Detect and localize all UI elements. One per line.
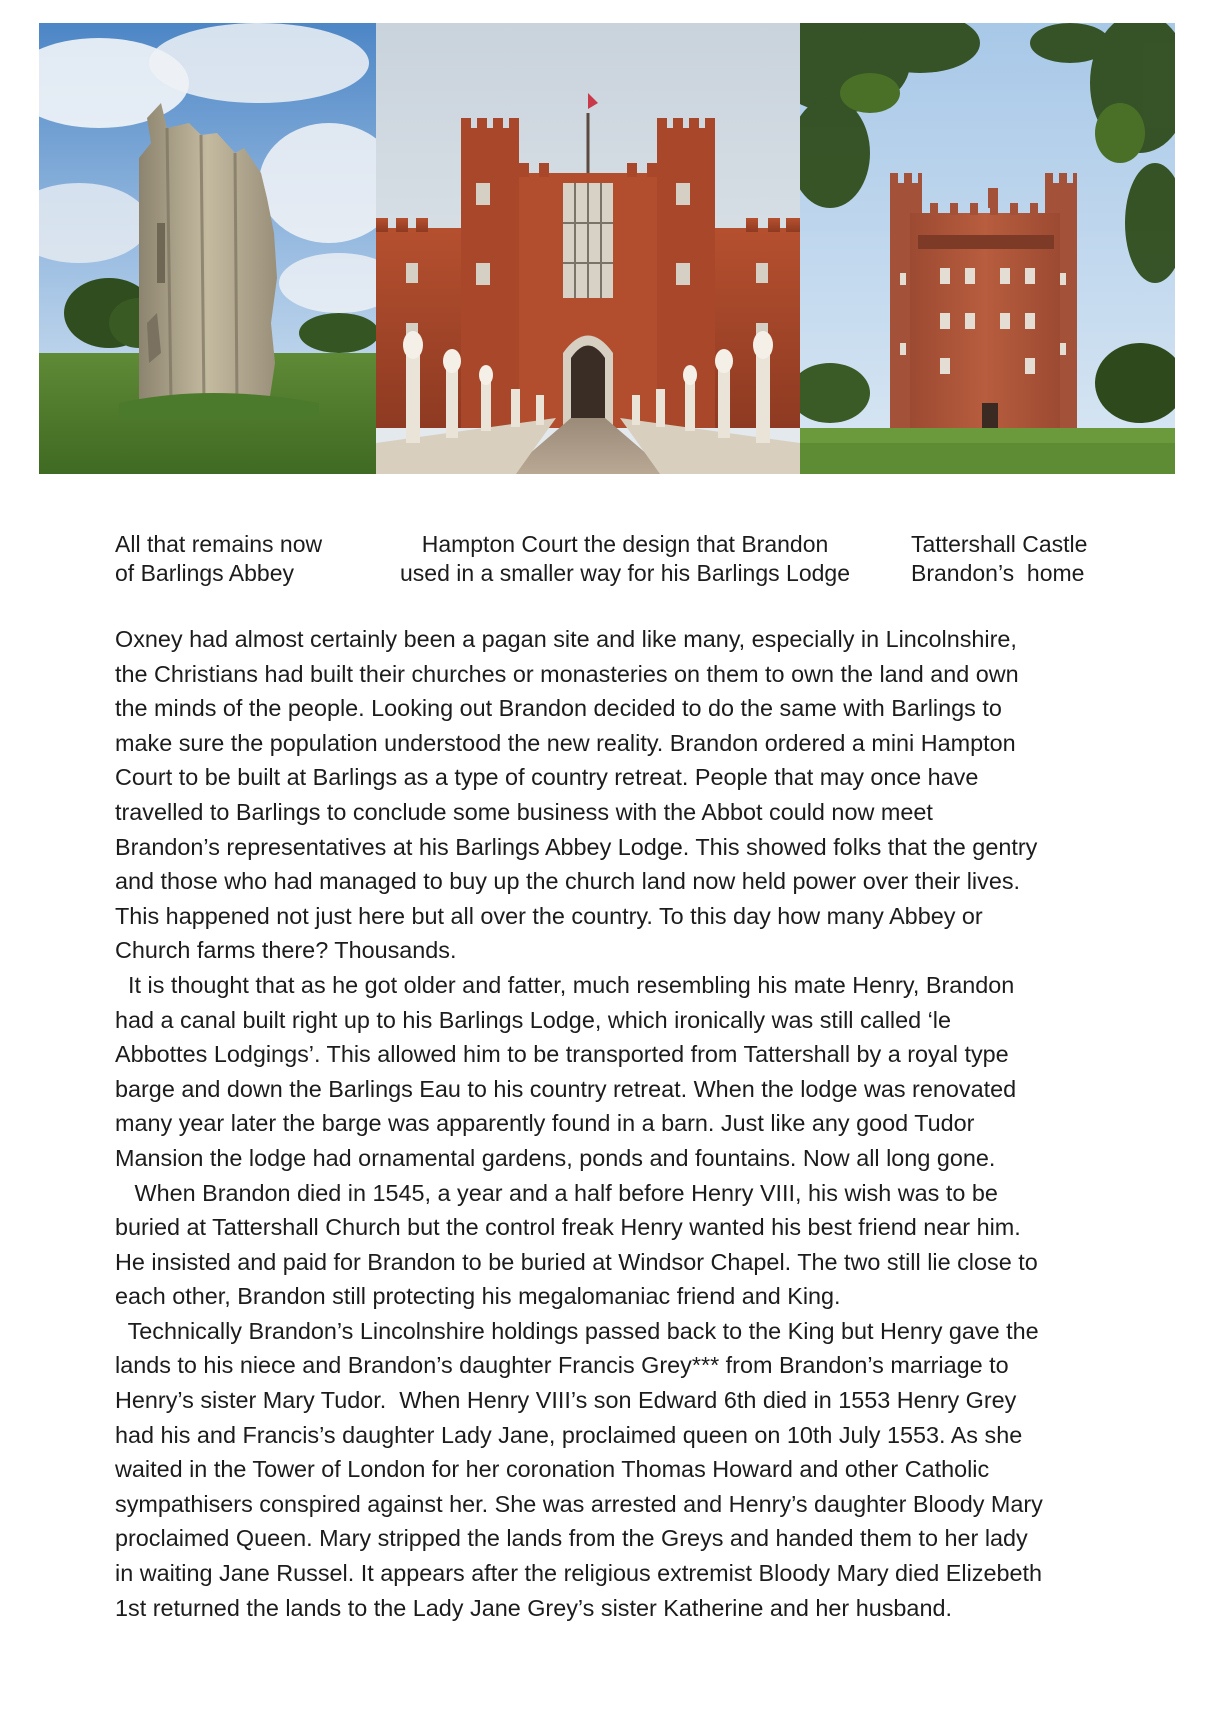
text-line: Brandon’s representatives at his Barlings Abbey Lodge. This showed folks that the gentry	[115, 833, 1038, 860]
text-line: buried at Tattershall Church but the control freak Henry wanted his best friend near him.	[115, 1214, 1021, 1241]
caption-line: of Barlings Abbey	[115, 560, 295, 586]
text-line: Technically Brandon’s Lincolnshire holdings passed back to the King but Henry gave the	[115, 1317, 1039, 1344]
caption-hampton-court	[375, 530, 875, 588]
text-line: had a canal built right up to his Barlings Lodge, which ironically was still called ‘le	[115, 1006, 952, 1033]
text-line: the Christians had built their churches or monasteries on them to own the land and own	[115, 660, 1019, 687]
text-line: Henry’s sister Mary Tudor. When Henry VIII’s son Edward 6th died in 1553 Henry Grey	[115, 1387, 1017, 1414]
text-line: It is thought that as he got older and fatter, much resembling his mate Henry, Brandon	[115, 971, 1015, 998]
caption-barlings-abbey	[115, 530, 322, 588]
caption-line: All that remains now	[115, 531, 323, 557]
body-text	[115, 622, 1115, 1625]
text-line: travelled to Barlings to conclude some business with the Abbot could now meet	[115, 798, 933, 825]
caption-tattershall-castle	[911, 530, 1087, 588]
text-line: Church farms there? Thousands.	[115, 937, 457, 964]
caption-line: Brandon’s home	[911, 560, 1085, 586]
text-line: He insisted and paid for Brandon to be buried at Windsor Chapel. The two still lie close to	[115, 1248, 1038, 1275]
text-line: make sure the population understood the new reality. Brandon ordered a mini Hampton	[115, 729, 1016, 756]
text-line: Mansion the lodge had ornamental gardens, ponds and fountains. Now all long gone.	[115, 1144, 996, 1171]
text-line: waited in the Tower of London for her coronation Thomas Howard and other Catholic	[115, 1456, 990, 1483]
text-line: lands to his niece and Brandon’s daughter Francis Grey*** from Brandon’s marriage to	[115, 1352, 1009, 1379]
photo-captions	[115, 530, 1115, 592]
text-line: had his and Francis’s daughter Lady Jane, proclaimed queen on 10th July 1553. As she	[115, 1421, 1023, 1448]
tattershall-castle-photo	[800, 23, 1175, 474]
text-line: This happened not just here but all over the country. To this day how many Abbey or	[115, 902, 983, 929]
text-line: When Brandon died in 1545, a year and a half before Henry VIII, his wish was to be	[115, 1179, 998, 1206]
text-line: proclaimed Queen. Mary stripped the lands from the Greys and handed them to her lady	[115, 1525, 1028, 1552]
caption-line: used in a smaller way for his Barlings Lodge	[399, 560, 850, 586]
text-line: Oxney had almost certainly been a pagan site and like many, especially in Lincolnshire,	[115, 626, 1017, 652]
text-line: many year later the barge was apparently found in a barn. Just like any good Tudor	[115, 1110, 975, 1137]
text-line: Abbottes Lodgings’. This allowed him to be transported from Tattershall by a royal type	[115, 1041, 1009, 1068]
barlings-abbey-photo	[39, 23, 376, 474]
text-line: Court to be built at Barlings as a type of country retreat. People that may once have	[115, 764, 979, 791]
caption-line: Tattershall Castle	[911, 531, 1088, 557]
text-line: the minds of the people. Looking out Brandon decided to do the same with Barlings to	[115, 695, 1002, 722]
text-line: in waiting Jane Russel. It appears after the religious extremist Bloody Mary died Elizebeth	[115, 1560, 1042, 1587]
text-line: barge and down the Barlings Eau to his country retreat. When the lodge was renovated	[115, 1075, 1017, 1102]
text-line: each other, Brandon still protecting his megalomaniac friend and King.	[115, 1283, 841, 1310]
hampton-court-photo	[376, 23, 800, 474]
text-line: sympathisers conspired against her. She was arrested and Henry’s daughter Bloody Mary	[115, 1490, 1043, 1517]
photo-strip	[39, 23, 1175, 474]
text-line: 1st returned the lands to the Lady Jane Grey’s sister Katherine and her husband.	[115, 1594, 952, 1621]
text-line: and those who had managed to buy up the church land now held power over their lives.	[115, 868, 1021, 895]
caption-line: Hampton Court the design that Brandon	[421, 531, 829, 557]
